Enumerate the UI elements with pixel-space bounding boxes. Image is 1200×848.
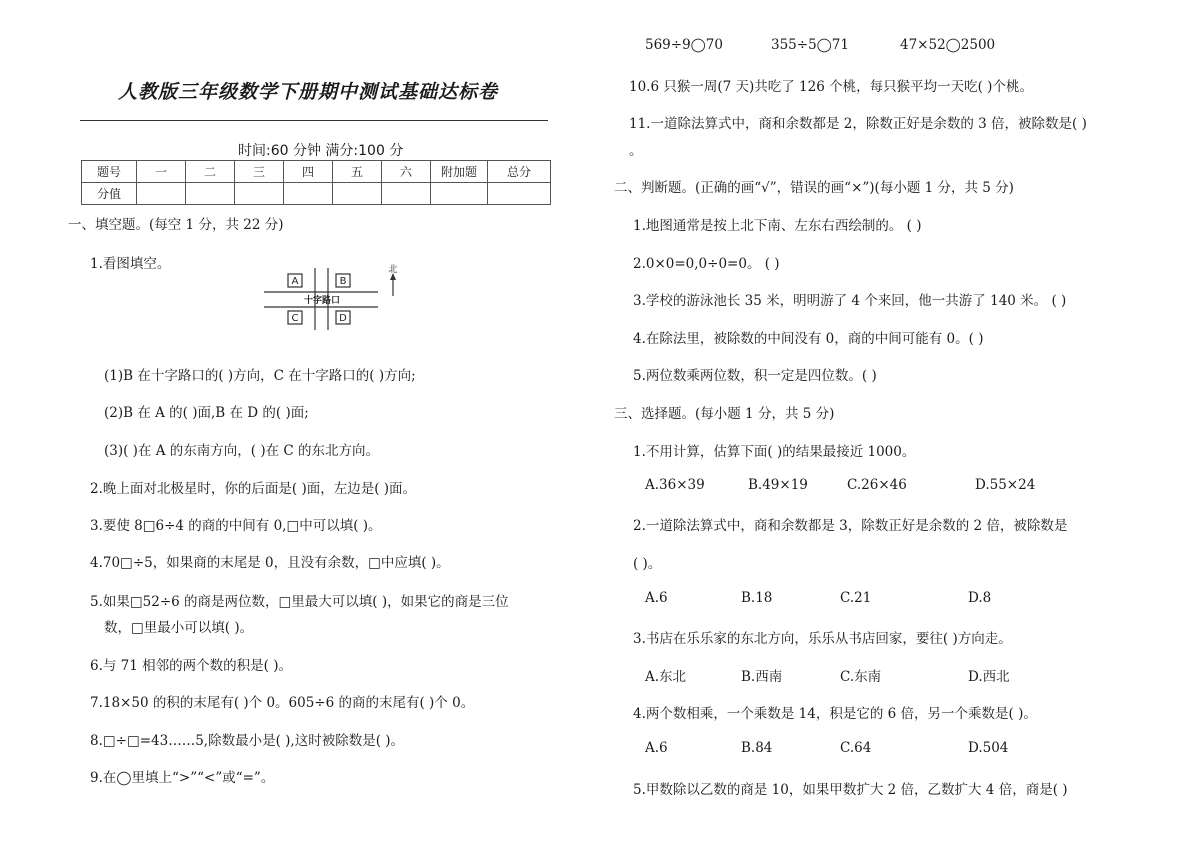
choice-4: 4.两个数相乘，一个乘数是 14，积是它的 6 倍，另一个乘数是( )。 xyxy=(633,706,1037,722)
exam-time-info: 时间:60 分钟 满分:100 分 xyxy=(238,143,404,159)
question-11-line-2: 。 xyxy=(629,143,643,159)
score-table-value-row xyxy=(82,183,551,205)
question-5-line-2: 数，□里最小可以填( )。 xyxy=(104,620,254,636)
comparison-item: 355÷5◯71 xyxy=(771,37,849,53)
question-6: 6.与 71 相邻的两个数的积是( )。 xyxy=(90,658,292,674)
question-3: 3.要使 8□6÷4 的商的中间有 0,□中可以填( )。 xyxy=(90,518,382,534)
choice-1-option-c: C.26×46 xyxy=(847,477,907,493)
score-table xyxy=(81,160,551,205)
choice-2-option-a: A.6 xyxy=(645,590,668,606)
choice-2-option-d: D.8 xyxy=(968,590,992,606)
choice-3-option-c: C.东南 xyxy=(840,669,882,685)
score-value-cell[interactable] xyxy=(431,183,488,205)
judge-4: 4.在除法里，被除数的中间没有 0，商的中间可能有 0。( ) xyxy=(633,331,984,347)
score-value-cell[interactable] xyxy=(235,183,284,205)
score-value-cell[interactable] xyxy=(284,183,333,205)
score-header-cell: 总分 xyxy=(488,161,551,183)
comparison-item: 569÷9◯70 xyxy=(645,37,723,53)
score-header-cell: 四 xyxy=(284,161,333,183)
score-header-cell: 题号 xyxy=(82,161,137,183)
score-value-cell[interactable] xyxy=(488,183,551,205)
page-title: 人教版三年级数学下册期中测试基础达标卷 xyxy=(118,81,499,103)
choice-3-option-d: D.西北 xyxy=(968,669,1010,685)
question-1-2: (2)B 在 A 的( )面,B 在 D 的( )面; xyxy=(104,405,309,421)
question-8: 8.□÷□=43……5,除数最小是( ),这时被除数是( )。 xyxy=(90,733,405,749)
judge-5: 5.两位数乘两位数，积一定是四位数。( ) xyxy=(633,368,877,384)
question-1-3: (3)( )在 A 的东南方向，( )在 C 的东北方向。 xyxy=(104,443,380,459)
north-label: 北 xyxy=(388,265,398,275)
title-divider xyxy=(80,120,548,121)
choice-4-option-b: B.84 xyxy=(741,740,773,756)
choice-4-option-d: D.504 xyxy=(968,740,1009,756)
score-header-cell: 二 xyxy=(186,161,235,183)
score-header-cell: 三 xyxy=(235,161,284,183)
label-b: B xyxy=(339,276,347,287)
score-header-cell: 一 xyxy=(137,161,186,183)
section-true-false-heading: 二、判断题。(正确的画“√”，错误的画“×”)(每小题 1 分，共 5 分) xyxy=(614,180,1014,196)
question-10: 10.6 只猴一周(7 天)共吃了 126 个桃，每只猴平均一天吃( )个桃。 xyxy=(629,79,1033,95)
question-2: 2.晚上面对北极星时，你的后面是( )面，左边是( )面。 xyxy=(90,481,417,497)
label-c: C xyxy=(291,313,299,324)
section-choice-heading: 三、选择题。(每小题 1 分，共 5 分) xyxy=(614,406,835,422)
score-table-header-row xyxy=(82,161,551,183)
crossroad-label: 十字路口 xyxy=(303,296,341,306)
question-1: 1.看图填空。 xyxy=(90,256,171,272)
question-9: 9.在◯里填上“>”“<”或“=”。 xyxy=(90,770,275,786)
choice-3-option-b: B.西南 xyxy=(741,669,783,685)
choice-5: 5.甲数除以乙数的商是 10，如果甲数扩大 2 倍，乙数扩大 4 倍，商是( ) xyxy=(633,782,1068,798)
choice-2-option-b: B.18 xyxy=(741,590,773,606)
choice-1-option-b: B.49×19 xyxy=(748,477,808,493)
choice-2-line-1: 2.一道除法算式中，商和余数都是 3，除数正好是余数的 2 倍，被除数是 xyxy=(633,518,1068,534)
score-value-cell[interactable] xyxy=(382,183,431,205)
choice-3-option-a: A.东北 xyxy=(645,669,687,685)
label-a: A xyxy=(291,276,299,287)
judge-1: 1.地图通常是按上北下南、左东右西绘制的。 ( ) xyxy=(633,218,922,234)
question-5-line-1: 5.如果□52÷6 的商是两位数，□里最大可以填( )，如果它的商是三位 xyxy=(90,594,509,610)
label-d: D xyxy=(339,313,347,324)
score-header-cell: 六 xyxy=(382,161,431,183)
score-value-cell[interactable] xyxy=(137,183,186,205)
question-4: 4.70□÷5，如果商的末尾是 0，且没有余数，□中应填( )。 xyxy=(90,555,450,571)
choice-4-option-c: C.64 xyxy=(840,740,872,756)
question-11-line-1: 11.一道除法算式中，商和余数都是 2，除数正好是余数的 3 倍，被除数是( ) xyxy=(629,116,1087,132)
choice-1: 1.不用计算，估算下面( )的结果最接近 1000。 xyxy=(633,444,916,460)
crossroad-diagram xyxy=(258,262,408,342)
question-7: 7.18×50 的积的末尾有( )个 0。605÷6 的商的末尾有( )个 0。 xyxy=(90,695,475,711)
score-header-cell: 附加题 xyxy=(431,161,488,183)
score-header-cell: 五 xyxy=(333,161,382,183)
choice-1-option-d: D.55×24 xyxy=(975,477,1036,493)
score-row-label: 分值 xyxy=(82,183,137,205)
choice-2-option-c: C.21 xyxy=(840,590,872,606)
score-value-cell[interactable] xyxy=(186,183,235,205)
judge-3: 3.学校的游泳池长 35 米，明明游了 4 个来回，他一共游了 140 米。 ( ) xyxy=(633,293,1067,309)
choice-1-option-a: A.36×39 xyxy=(645,477,705,493)
section-fill-blank-heading: 一、填空题。(每空 1 分，共 22 分) xyxy=(68,217,284,233)
question-1-1: (1)B 在十字路口的( )方向，C 在十字路口的( )方向; xyxy=(104,368,416,384)
score-value-cell[interactable] xyxy=(333,183,382,205)
choice-4-option-a: A.6 xyxy=(645,740,668,756)
comparison-item: 47×52◯2500 xyxy=(900,37,996,53)
judge-2: 2.0×0=0,0÷0=0。 ( ) xyxy=(633,256,780,272)
choice-3: 3.书店在乐乐家的东北方向，乐乐从书店回家，要往( )方向走。 xyxy=(633,631,1012,647)
choice-2-line-2: ( )。 xyxy=(633,556,662,572)
